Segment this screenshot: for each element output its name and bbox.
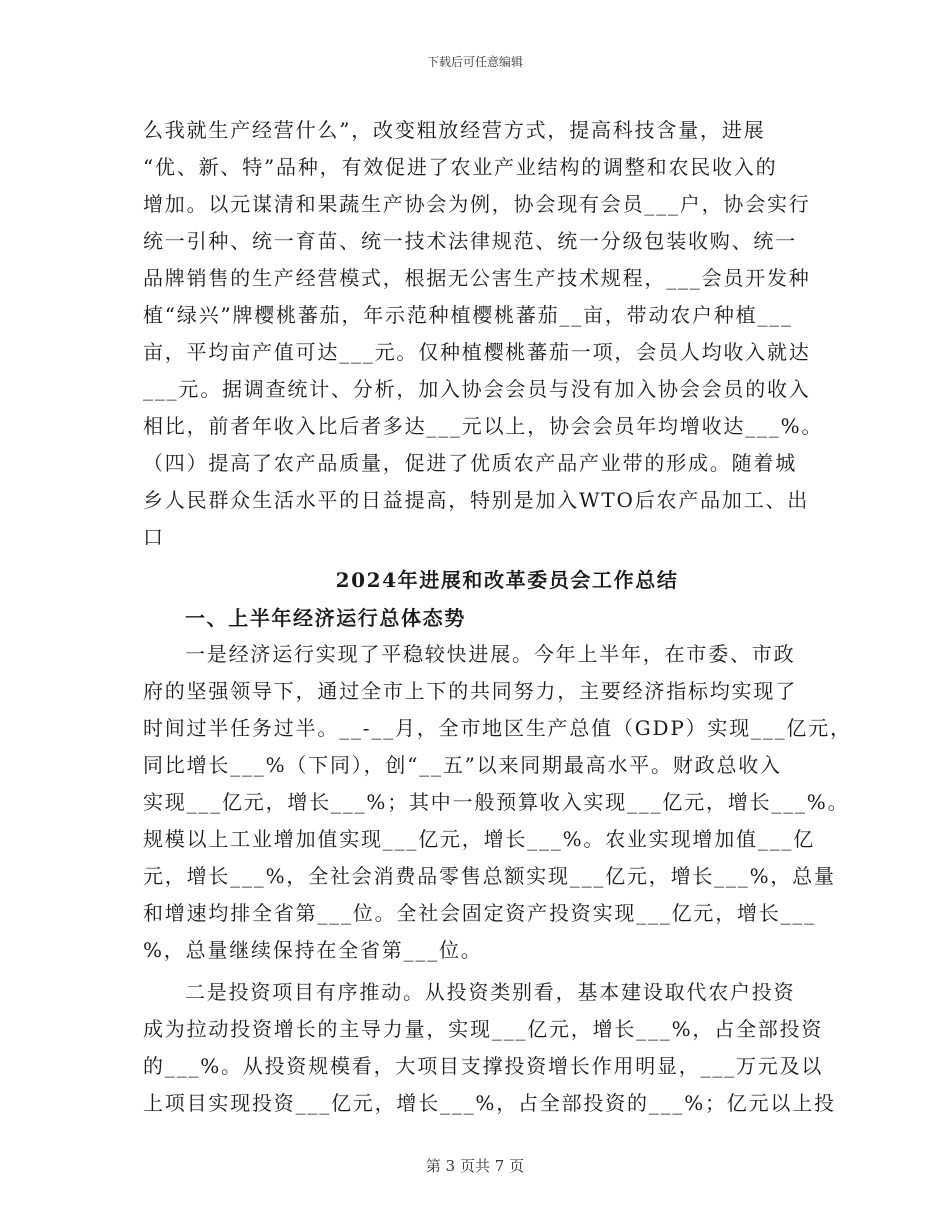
- text-line: 增加。以元谋清和果蔬生产协会为例，协会现有会员___户，协会实行: [143, 192, 811, 216]
- text-line: 实现___亿元，增长___%；其中一般预算收入实现___亿元，增长___%。: [143, 790, 850, 814]
- text-line: （四）提高了农产品质量，促进了优质农产品产业带的形成。随着城: [143, 451, 797, 475]
- text-line: 规模以上工业增加值实现___亿元，增长___%。农业实现增加值___亿: [143, 827, 816, 851]
- text-line: 和增速均排全省第___位。全社会固定资产投资实现___亿元，增长___: [143, 901, 816, 925]
- page-header-note: 下载后可任意编辑: [426, 55, 523, 69]
- page-number: 第 3 页共 7 页: [425, 1157, 525, 1175]
- section-continued-text: [143, 112, 823, 556]
- section-heading: 一、上半年经济运行总体态势: [185, 606, 466, 630]
- text-line: 上项目实现投资___亿元，增长___%，占全部投资的___%；亿元以上投: [143, 1091, 836, 1115]
- document-body: [143, 112, 852, 1122]
- text-line: 么我就生产经营什么”，改变粗放经营方式，提高科技含量，进展: [143, 118, 766, 142]
- text-line: 相比，前者年收入比后者多达___元以上，协会会员年均增收达___%。: [143, 414, 824, 438]
- text-line: 时间过半任务过半。__-__月，全市地区生产总值（GDP）实现___亿元，: [143, 716, 852, 740]
- document-title: 2024年进展和改革委员会工作总结: [335, 568, 679, 592]
- text-line: 二是投资项目有序推动。从投资类别看，基本建设取代农户投资: [185, 980, 796, 1004]
- text-line: 元，增长___%，全社会消费品零售总额实现___亿元，增长___%，总量: [143, 864, 836, 888]
- text-line: ___元。据调查统计、分析，加入协会会员与没有加入协会会员的收入: [143, 377, 811, 401]
- text-line: 统一引种、统一育苗、统一技术法律规范、统一分级包装收购、统一: [143, 229, 797, 253]
- text-line: 植“绿兴”牌樱桃蕃茄，年示范种植樱桃蕃茄__亩，带动农户种植___: [143, 303, 793, 327]
- text-line: “优、新、特”品种，有效促进了农业产业结构的调整和农民收入的: [143, 155, 778, 179]
- text-line: 口: [143, 525, 165, 549]
- text-line: %，总量继续保持在全省第___位。: [143, 938, 483, 962]
- text-line: 亩，平均亩产值可达___元。仅种植樱桃蕃茄一项，会员人均收入就达: [143, 340, 811, 364]
- paragraph-economy: [143, 636, 852, 969]
- text-line: 一是经济运行实现了平稳较快进展。今年上半年，在市委、市政: [185, 642, 796, 666]
- text-line: 品牌销售的生产经营模式，根据无公害生产技术规程，___会员开发种: [143, 266, 811, 290]
- text-line: 成为拉动投资增长的主导力量，实现___亿元，增长___%，占全部投资: [143, 1017, 824, 1041]
- text-line: 府的坚强领导下，通过全市上下的共同努力，主要经济指标均实现了: [143, 679, 797, 703]
- paragraph-investment: [143, 974, 836, 1122]
- text-line: 乡人民群众生活水平的日益提高，特别是加入WTO后农产品加工、出: [143, 488, 810, 512]
- text-line: 同比增长___%（下同），创“__五”以来同期最高水平。财政总收入: [143, 753, 782, 777]
- text-line: 的___%。从投资规模看，大项目支撑投资增长作用明显，___万元及以: [143, 1054, 824, 1078]
